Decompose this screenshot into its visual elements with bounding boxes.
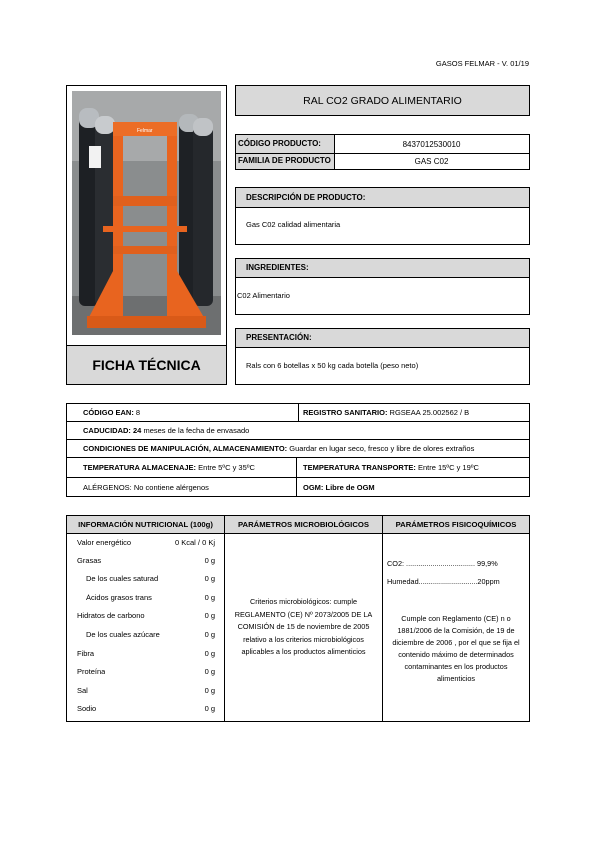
temp-transporte-value: Entre 15ºC y 19ºC xyxy=(415,463,479,472)
familia-value: GAS C02 xyxy=(414,157,449,166)
temp-almacenaje-label: TEMPERATURA ALMACENAJE: xyxy=(83,463,197,472)
nutrition-value: 0 g xyxy=(204,593,215,602)
micro-text xyxy=(225,596,382,659)
caducidad-cell xyxy=(83,427,249,435)
nutrition-row xyxy=(67,631,224,643)
nutrition-label: Grasas xyxy=(77,557,102,565)
product-info-table xyxy=(66,403,530,497)
fisico-text xyxy=(383,613,529,685)
fisico-line: 1881/2006 de la Comisión, de 19 de xyxy=(397,626,515,635)
codigo-label-cell xyxy=(236,135,334,153)
nutrition-row xyxy=(67,575,224,587)
fisico-humedad: Humedad.............................20ppm xyxy=(387,577,500,586)
codigo-value: 8437012530010 xyxy=(402,140,461,149)
registro-value: RGSEAA 25.002562 / B xyxy=(387,408,470,417)
ingredientes-value: C02 Alimentario xyxy=(237,291,290,300)
presentacion-value: Rals con 6 botellas x 50 kg cada botella (peso neto) xyxy=(246,361,419,370)
nutrition-label: Ácidos grasos trans xyxy=(86,594,152,602)
condiciones-label: CONDICIONES DE MANIPULACIÓN, ALMACENAMIENTO: xyxy=(83,444,288,453)
fisico-line: alimenticios xyxy=(436,674,476,683)
caducidad-label: CADUCIDAD: xyxy=(83,426,131,435)
product-title: RAL CO2 GRADO ALIMENTARIO xyxy=(303,95,462,107)
nutrition-value: 0 g xyxy=(204,630,215,639)
fisico-line: diciembre de 2006 , por el que se fija el xyxy=(392,638,520,647)
descripcion-box xyxy=(235,187,530,245)
product-photo xyxy=(67,86,226,346)
nutrition-label: Sal xyxy=(77,687,88,695)
nutrition-label: Sodio xyxy=(77,705,97,713)
micro-line: REGLAMENTO (CE) Nº 2073/2005 DE LA xyxy=(234,609,373,619)
presentacion-label: PRESENTACIÓN: xyxy=(246,333,312,342)
ficha-tecnica-panel xyxy=(67,345,226,384)
nutrition-label: De los cuales saturad xyxy=(86,575,159,583)
registro-label: REGISTRO SANITARIO: xyxy=(303,408,388,417)
nutrition-value: 0 Kcal / 0 Kj xyxy=(174,538,215,547)
nutrition-value: 0 g xyxy=(204,704,215,713)
ean-value: 8 xyxy=(133,408,141,417)
temp-transporte-cell xyxy=(303,464,479,472)
fisico-header: PARÁMETROS FISICOQUÍMICOS xyxy=(395,520,517,529)
presentacion-box xyxy=(235,328,530,385)
nutrition-label: Valor energético xyxy=(77,539,132,547)
nutrition-row xyxy=(67,594,224,606)
fisico-co2: CO2: .................................. 99,9% xyxy=(387,559,498,568)
nutrition-row xyxy=(67,612,224,624)
nutri-header: INFORMACIÓN NUTRICIONAL (100g) xyxy=(78,520,213,529)
nutrition-label: De los cuales azúcare xyxy=(86,631,160,639)
nutrition-row xyxy=(67,539,224,551)
nutrition-row xyxy=(67,705,224,717)
micro-line: aplicables a los productos alimenticios xyxy=(241,647,366,656)
caducidad-num: 24 xyxy=(130,426,142,435)
nutrition-label: Hidratos de carbono xyxy=(77,612,145,620)
product-photo-frame xyxy=(66,85,227,385)
micro-header: PARÁMETROS MICROBIOLÓGICOS xyxy=(238,520,369,529)
nutrition-value: 0 g xyxy=(204,649,215,658)
nutrition-value: 0 g xyxy=(204,667,215,676)
temp-almacenaje-value: Entre 5ºC y 35ºC xyxy=(196,463,255,472)
familia-label-cell xyxy=(236,153,334,169)
nutrition-row xyxy=(67,557,224,569)
nutrition-value: 0 g xyxy=(204,556,215,565)
nutrition-label: Fibra xyxy=(77,650,95,658)
nutrition-value: 0 g xyxy=(204,611,215,620)
ingredientes-label: INGREDIENTES: xyxy=(246,263,309,272)
ogm-cell: OGM: Libre de OGM xyxy=(303,483,375,492)
photo-plate-text: Felmar xyxy=(137,128,153,134)
ficha-tecnica-title: FICHA TÉCNICA xyxy=(92,357,201,373)
caducidad-rest: meses de la fecha de envasado xyxy=(141,426,250,435)
nutrition-label: Proteína xyxy=(77,668,106,676)
familia-label: FAMILIA DE PRODUCTO xyxy=(238,156,331,165)
micro-line: Criterios microbiológicos: cumple xyxy=(249,597,358,606)
product-code-table xyxy=(235,134,530,170)
ingredientes-box xyxy=(235,258,530,315)
registro-cell xyxy=(303,409,469,417)
descripcion-value: Gas C02 calidad alimentaria xyxy=(246,220,341,229)
nutrition-value: 0 g xyxy=(204,574,215,583)
nutrition-row xyxy=(67,687,224,699)
nutrition-list xyxy=(67,534,224,721)
nutrition-value: 0 g xyxy=(204,686,215,695)
fisico-line: contenido máximo de determinados xyxy=(398,650,514,659)
product-title-box xyxy=(235,85,530,116)
micro-line: relativo a los criterios microbiológicos xyxy=(243,634,364,644)
document-version: GASOS FELMAR - V. 01/19 xyxy=(435,59,529,68)
temp-transporte-label: TEMPERATURA TRANSPORTE: xyxy=(303,463,416,472)
fisico-line: contaminantes en los productos xyxy=(404,662,508,671)
codigo-label: CÓDIGO PRODUCTO: xyxy=(238,139,321,148)
ean-cell xyxy=(83,409,140,417)
condiciones-cell xyxy=(83,445,474,453)
nutrition-row xyxy=(67,668,224,680)
fisico-line: Cumple con Reglamento (CE) n o xyxy=(401,614,511,623)
temp-almacenaje-cell xyxy=(83,464,255,472)
condiciones-value: Guardar en lugar seco, fresco y libre de olores extraños xyxy=(287,444,475,453)
alergenos-cell: ALÉRGENOS: No contiene alérgenos xyxy=(83,483,209,492)
descripcion-label: DESCRIPCIÓN DE PRODUCTO: xyxy=(246,193,366,202)
micro-line: COMISIÓN de 15 de noviembre de 2005 xyxy=(237,622,370,631)
parameters-table xyxy=(66,515,530,722)
ean-label: CÓDIGO EAN: xyxy=(83,408,134,417)
nutrition-row xyxy=(67,650,224,662)
